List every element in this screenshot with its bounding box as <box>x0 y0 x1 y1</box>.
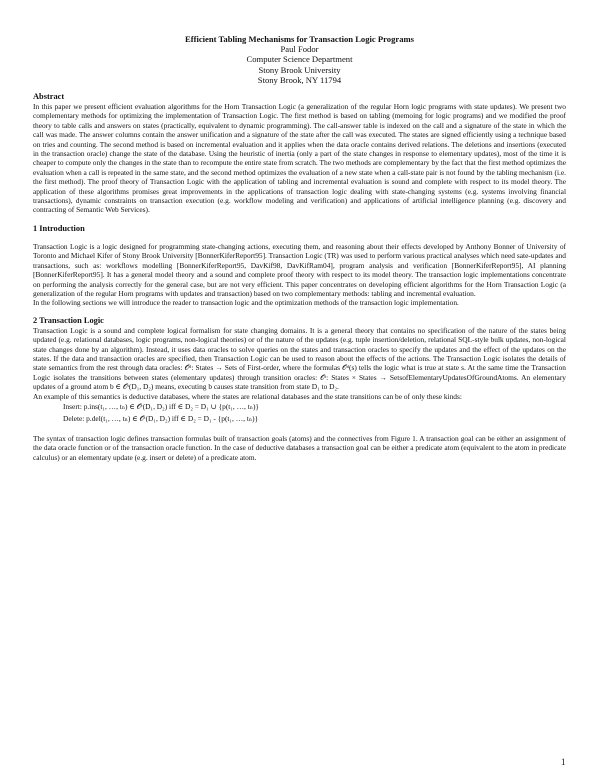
title-block <box>33 34 566 85</box>
paper-page <box>33 34 566 462</box>
transaction-logic-paragraph-3: The syntax of transaction logic defines transaction formulas built of transaction goals (atoms) and the connectives from Figure 1. A transaction goal can be either an assignment of the data oracle function or of the transaction oracle function. In the case of deductive databases a transaction goal can be either a predicate atom (equivalent to the atom in predicate calculus) or an elementary update (e.g. insert or delete) of a predicate atom. <box>33 433 566 462</box>
transaction-logic-paragraph-2: An example of this semantics is deductive databases, where the states are relational databases and the state transitions can be of only these kinds: <box>33 391 462 401</box>
delete-formula: Delete: p.del(t₁, …, tₙ) ∈ 𝒪ᵗ(D₁, D₂) iff ∈ D₂ = D₁ - {p(t₁, …, tₙ)} <box>63 413 259 423</box>
author-location: Stony Brook, NY 11794 <box>257 74 342 85</box>
transaction-logic-heading: 2 Transaction Logic <box>33 315 104 325</box>
paper-title: Efficient Tabling Mechanisms for Transaction Logic Programs <box>184 34 414 44</box>
author-university: Stony Brook University <box>258 64 341 75</box>
page-number: 1 <box>561 757 566 767</box>
insert-formula: Insert: p.ins(t₁, …, tₙ) ∈ 𝒪ᵗ(D₁, D₂) iff ∈ D₂ = D₁ ∪ {p(t₁, …, tₙ)} <box>63 401 259 411</box>
introduction-paragraph-1: Transaction Logic is a logic designed for programming state-changing actions, executing them, and reasoning about their effects developed by Anthony Bonner of University of Toronto and Michael Kifer of Stony Brook University [BonnerKiferReport95]. Transaction Logic (TR) was used to perform various practical analyses which need sate-updates and transactions, such as: workflows modelling [BonnerKiferReport95, DavKif98, DavKifRam04], program analysis and verification [BonnerKiferReport95], AI planning [BonnerKiferReport95]. It has a general model theory and a sound and complete proof theory with respect to its model theory. The transaction logic implementations concentrate on performing the analysis correctly for the general case, but are not very efficient. This paper concentrates on developing efficient algorithms for the Horn Transaction Logic (a generalization of the regular Horn programs with updates and transaction) based on two complementary methods: tabling and incremental evaluation. <box>33 241 566 298</box>
introduction-heading: 1 Introduction <box>33 223 85 233</box>
introduction-section <box>33 224 566 308</box>
abstract-heading: Abstract <box>33 92 65 102</box>
introduction-paragraph-2: In the following sections we will introduce the reader to transaction logic and the optimization methods of the transaction logic implementation. <box>33 298 459 308</box>
abstract-section <box>33 92 566 215</box>
transaction-logic-paragraph-1: Transaction Logic is a sound and complete logical formalism for state changing domains. It is a general theory that contains no specification of the nature of the states being updated (e.g. relational databases, logic programs, non-logical theories) or of the nature of the updates (e.g. tuple insertion/deletion, relational SQL-style bulk updates, non-logical state changes done by an algorithm). Instead, it uses data oracles to solve queries on the states and transaction oracles to specify the updates and the effect of the updates on the states. If the data and transaction oracles are specified, then Transaction Logic can be used to reason about the effects of the actions. The Transaction Logic isolates the details of state semantics from the rest through data oracles: 𝒪ᵈ: States → Sets of First-order, where the formulas 𝒪ᵈ(s) tells the logic what is true at state s. At the same time the Transaction Logic isolates the transitions between states (elementary updates) through transition oracles: 𝒪ᵗ: States × States → SetsofElementaryUpdatesOfGroundAtoms. An elementary updates of a ground atom b ∈ 𝒪ᵗ(D₁, D₂) means, executing b causes state transition from state D₁ to D₂. <box>33 325 566 392</box>
author-department: Computer Science Department <box>246 54 353 65</box>
author-name: Paul Fodor <box>280 44 319 55</box>
transaction-logic-section <box>33 316 566 462</box>
abstract-text: In this paper we present efficient evaluation algorithms for the Horn Transaction Logic (a generalization of the regular Horn logic programs with state updates). We present two complementary methods for optimizing the implementation of Transaction Logic. The first method is based on tabling (memoing for logic programs) and we modified the proof theory to table calls and answers on states (practically, equivalent to dynamic programming). The call-answer table is indexed on the call and a signature of the state in which the call was made. The answer columns contain the answer unification and a signature of the state after the call was executed. The states are signed efficiently using a technique based on tries and counting. The second method is based on incremental evaluation and it applies when the data oracle contains derived relations. The deletions and insertions (executed in the transaction oracle) change the state of the database. Using the heuristic of inertia (only a part of the state changes in response to elementary updates), most of the time it is cheaper to compute only the changes in the state than to recompute the entire state from scratch. The two methods are complementary by the fact that the first method optimizes the evaluation when a call is repeated in the same state, and the second method optimizes the evaluation of a new state when a call-state pair is not found by the tabling mechanism (i.e. the first method). The proof theory of Transaction Logic with the application of tabling and incremental evaluation is sound and complete with respect to its model theory. The application of these algorithms promises great improvements in the applications of transaction logic dealing with state-changing systems (e.g. systems involving financial transactions), dynamic constraints on transaction execution (e.g. workflow modeling and verification) and applications of artificial intelligence planning (e.g. discovery and contracting of Semantic Web Services). <box>33 102 566 215</box>
